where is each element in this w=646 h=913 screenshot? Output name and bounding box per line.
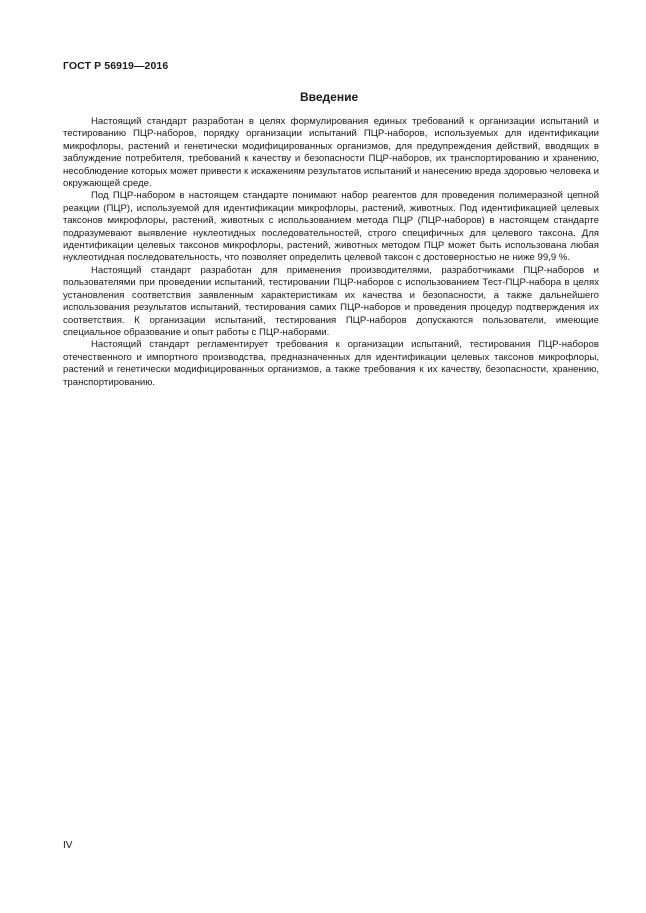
paragraph: Под ПЦР-набором в настоящем стандарте понимают набор реагентов для проведения полимеразной цепной реакции (ПЦР), используемой для идентификации микрофлоры, растений, животных. Под идентификацией целевых таксонов микрофлоры, растений, животных с использованием метода ПЦР (ПЦР-наборов) в настоящем стандарте подразумевают выявление нуклеотидных последовательностей, строго специфичных для целевого таксона. Для идентификации целевых таксонов микрофлоры, растений, животных методом ПЦР может быть использована любая нуклеотидная последовательность, что позволяет определить целевой таксон с достоверностью не ниже 99,9 %. (63, 190, 599, 264)
introduction-body (63, 116, 599, 389)
document-header-standard-id: ГОСТ Р 56919—2016 (63, 60, 169, 72)
page-number: IV (63, 840, 73, 851)
paragraph: Настоящий стандарт разработан в целях формулирования единых требований к организации испытаний и тестированию ПЦР-наборов, порядку организации испытаний ПЦР-наборов, используемых для идентификации микрофлоры, растений и генетически модифицированных организмов, для предупреждения действий, вводящих в заблуждение потребителя, требований к качеству и безопасности ПЦР-наборов, их транспортированию и хранению, несоблюдение которых может привести к искажениям результатов испытаний и нанесению вреда здоровью человека и окружающей среде. (63, 116, 599, 190)
paragraph: Настоящий стандарт разработан для применения производителями, разработчиками ПЦР-наборов и пользователями при проведении испытаний, тестировании ПЦР-наборов с использованием Тест-ПЦР-набора в целях установления соответствия заявленным характеристикам их качества и безопасности, а также дальнейшего использования результатов испытаний, тестирования самих ПЦР-наборов и проведения процедур подтверждения их соответствия. К организации испытаний, тестирования ПЦР-наборов допускаются пользователи, имеющие специальное образование и опыт работы с ПЦР-наборами. (63, 264, 599, 338)
section-title: Введение (300, 90, 359, 104)
paragraph: Настоящий стандарт регламентирует требования к организации испытаний, тестирования ПЦР-наборов отечественного и импортного производства, предназначенных для идентификации целевых таксонов микрофлоры, растений и генетически модифицированных организмов, а также требования к их качеству, безопасности, хранению, транспортированию. (63, 339, 599, 388)
